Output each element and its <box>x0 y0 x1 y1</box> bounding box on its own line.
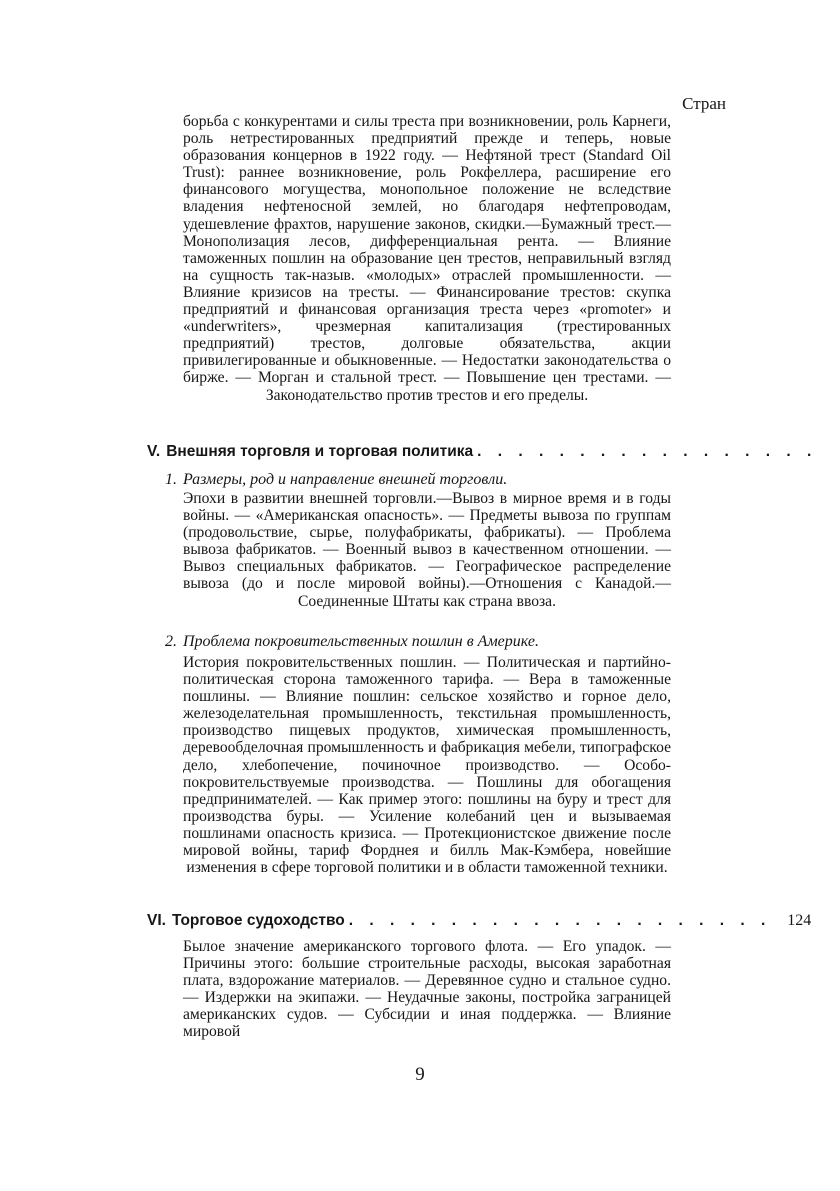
section-vi-leader-dots: . . . . . . . . . . . . . . . . . . . . . <box>348 912 772 929</box>
section-v-heading <box>147 442 818 462</box>
page-number: 9 <box>415 1064 425 1085</box>
subsection-1-title: Размеры, род и направление внешней торговли. <box>183 471 508 488</box>
section-v-leader-dots: . . . . . . . . . . . . . . . . . <box>477 443 818 460</box>
column-header-page: Стран <box>682 94 726 113</box>
subsection-1-paragraph: Эпохи в развитии внешней торговли.—Вывоз в мирное время и в годы войны. — «Американская опасность». — Предметы вывоза по группам (продовольствие, сырье, полуфабрикаты, фабрикаты). — Проблема вывоза фабрикатов. — Военный вывоз в качественном отношении. — Вывоз специальных фабрикатов. — Географическое распределение вывоза (до и после мировой войны).—Отношения с Канадой.—Соединенные Штаты как страна ввоза. <box>183 490 671 610</box>
section-v-title: Внешняя торговля и торговая политика <box>166 443 474 460</box>
section-vi-heading <box>147 911 812 931</box>
section-vi-number: VI. <box>147 912 166 929</box>
trust-paragraph: борьба с конкурентами и силы треста при возникновении, роль Карнеги, роль нетрестированных предприятий прежде и теперь, новые образования концернов в 1922 году. — Нефтяной трест (Standard Oil Trust): раннее возникновение, роль Рокфеллера, расширение его финансового могущества, монопольное положение не вследствие владения нефтеносной землей, но благодаря нефтепроводам, удешевление фрахтов, нарушение законов, скидки.—Бумажный трест.—Монополизация лесов, дифференциальная рента. — Влияние таможенных пошлин на образование цен трестов, неправильный взгляд на сущность так-назыв. «молодых» отраслей промышленности. — Влияние кризисов на тресты. — Финансирование трестов: скупка предприятий и финансовая организация треста через «promoter» и «underwriters», чрезмерная капитализация (трестированных предприятий) трестов, долговые обязательства, акции привилегированные и обыкновенные. — Недостатки законодательства о бирже. — Морган и стальной трест. — Повышение цен трестами. — Законодательство против трестов и его пределы. <box>183 113 671 404</box>
subsection-2-paragraph: История покровительственных пошлин. — Политическая и партийно-политическая сторона таможенного тарифа. — Вера в таможенные пошлины. — Влияние пошлин: сельское хозяйство и горное дело, железоделательная промышленность, текстильная промышленность, производство пищевых продуктов, химическая промышленность, деревообделочная промышленность и фабрикация мебели, типографское дело, хлебопечение, починочное производство. — Особо-покровительствуемые производства. — Пошлины для обогащения предпринимателей. — Как пример этого: пошлины на буру и трест для производства буры. — Усиление колебаний цен и вызываемая пошлинами опасность кризиса. — Протекционистское движение после мировой войны, тариф Форднея и билль Мак-Кэмбера, новейшие изменения в сфере торговой политики и в области таможенной техники. <box>183 654 671 877</box>
subsection-2-heading <box>165 632 685 652</box>
subsection-1-heading <box>165 470 685 490</box>
section-v-number: V. <box>147 443 161 460</box>
section-vi-title: Торговое судоходство <box>171 912 345 929</box>
subsection-2-title: Проблема покровительственных пошлин в Америке. <box>183 633 539 650</box>
subsection-2-number: 2. <box>165 633 177 650</box>
subsection-1-number: 1. <box>165 471 177 488</box>
section-vi-paragraph: Былое значение американского торгового флота. — Его упадок. — Причины этого: большие строительные расходы, высокая заработная плата, вздорожание материалов. — Деревянное судно и стальное судно. — Издержки на экипажи. — Неудачные законы, постройка заграницей американских судов. — Субсидии и иная поддержка. — Влияние мировой <box>183 938 671 1041</box>
section-vi-page: 124 <box>787 912 812 929</box>
